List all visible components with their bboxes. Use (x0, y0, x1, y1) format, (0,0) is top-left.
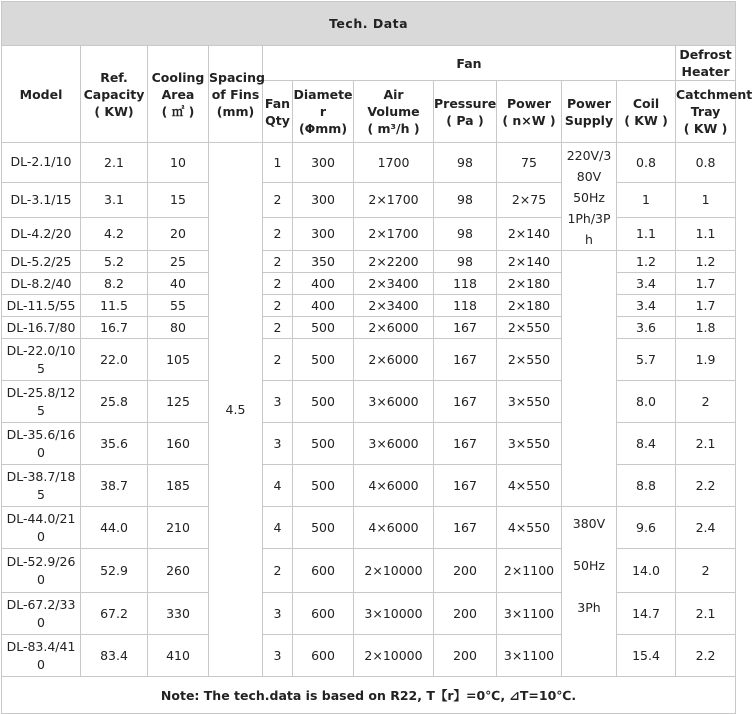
cell-pressure: 167 (434, 317, 497, 339)
cell-fan-qty: 3 (263, 635, 293, 677)
cell-diameter: 300 (293, 143, 354, 183)
cell-cooling-area: 80 (148, 317, 209, 339)
cell-cooling-area: 55 (148, 295, 209, 317)
cell-fan-qty: 2 (263, 217, 293, 250)
cell-model: DL-67.2/33 0 (2, 593, 81, 635)
cell-power: 2×140 (497, 251, 562, 273)
cell-coil: 8.0 (617, 381, 676, 423)
cell-catchment-tray: 2.1 (676, 593, 736, 635)
table-row (2, 507, 736, 549)
cell-capacity: 16.7 (81, 317, 148, 339)
cell-diameter: 300 (293, 182, 354, 217)
cell-capacity: 25.8 (81, 381, 148, 423)
cell-coil: 8.4 (617, 423, 676, 465)
cell-diameter: 500 (293, 465, 354, 507)
cell-power: 4×550 (497, 465, 562, 507)
cell-coil: 3.4 (617, 273, 676, 295)
cell-coil: 1.1 (617, 217, 676, 250)
cell-air-volume: 2×6000 (354, 317, 434, 339)
table-row (2, 295, 736, 317)
header-capacity: Ref. Capacity ( KW) (81, 46, 148, 143)
header-air-volume: Air Volume ( m³/h ) (354, 81, 434, 143)
cell-capacity: 3.1 (81, 182, 148, 217)
table-title: Tech. Data (2, 2, 736, 46)
cell-coil: 8.8 (617, 465, 676, 507)
cell-power: 2×550 (497, 317, 562, 339)
cell-fan-qty: 2 (263, 182, 293, 217)
cell-cooling-area: 40 (148, 273, 209, 295)
header-defrost-group: Defrost Heater (676, 46, 736, 81)
cell-coil: 1 (617, 182, 676, 217)
cell-coil: 1.2 (617, 251, 676, 273)
cell-air-volume: 3×10000 (354, 593, 434, 635)
cell-cooling-area: 105 (148, 339, 209, 381)
cell-catchment-tray: 2 (676, 381, 736, 423)
header-fan-qty: Fan Qty (263, 81, 293, 143)
cell-catchment-tray: 2.2 (676, 635, 736, 677)
header-power: Power ( n×W ) (497, 81, 562, 143)
cell-catchment-tray: 2.1 (676, 423, 736, 465)
cell-power: 3×1100 (497, 635, 562, 677)
cell-coil: 14.7 (617, 593, 676, 635)
cell-catchment-tray: 1.7 (676, 295, 736, 317)
cell-power: 2×140 (497, 217, 562, 250)
cell-model: DL-11.5/55 (2, 295, 81, 317)
header-model: Model (2, 46, 81, 143)
cell-cooling-area: 210 (148, 507, 209, 549)
cell-model: DL-52.9/26 0 (2, 549, 81, 593)
cell-capacity: 22.0 (81, 339, 148, 381)
cell-power: 2×180 (497, 273, 562, 295)
cell-air-volume: 2×10000 (354, 635, 434, 677)
cell-capacity: 67.2 (81, 593, 148, 635)
cell-capacity: 44.0 (81, 507, 148, 549)
cell-capacity: 4.2 (81, 217, 148, 250)
cell-model: DL-16.7/80 (2, 317, 81, 339)
table-row (2, 635, 736, 677)
cell-fan-qty: 3 (263, 423, 293, 465)
cell-catchment-tray: 1.1 (676, 217, 736, 250)
table-note: Note: The tech.data is based on R22, T【r】=0℃, ⊿T=10℃. (2, 677, 736, 714)
cell-catchment-tray: 0.8 (676, 143, 736, 183)
header-power-supply: Power Supply (562, 81, 617, 143)
cell-air-volume: 4×6000 (354, 465, 434, 507)
cell-diameter: 500 (293, 339, 354, 381)
table-row (2, 465, 736, 507)
cell-pressure: 167 (434, 381, 497, 423)
cell-pressure: 98 (434, 251, 497, 273)
cell-fan-qty: 2 (263, 295, 293, 317)
cell-air-volume: 2×1700 (354, 217, 434, 250)
cell-power: 75 (497, 143, 562, 183)
cell-catchment-tray: 1.7 (676, 273, 736, 295)
cell-power-supply-1ph: 220V/3 80V 50Hz 1Ph/3P h (562, 143, 617, 251)
cell-fan-qty: 2 (263, 339, 293, 381)
cell-power-supply-blank (562, 251, 617, 507)
cell-air-volume: 2×3400 (354, 273, 434, 295)
cell-coil: 5.7 (617, 339, 676, 381)
cell-fan-qty: 1 (263, 143, 293, 183)
cell-model: DL-5.2/25 (2, 251, 81, 273)
cell-pressure: 98 (434, 217, 497, 250)
cell-catchment-tray: 1 (676, 182, 736, 217)
table-row (2, 317, 736, 339)
table-row (2, 143, 736, 183)
cell-catchment-tray: 1.2 (676, 251, 736, 273)
cell-capacity: 35.6 (81, 423, 148, 465)
cell-air-volume: 2×1700 (354, 182, 434, 217)
header-fan-group: Fan (263, 46, 676, 81)
header-coil: Coil ( KW ) (617, 81, 676, 143)
cell-power: 4×550 (497, 507, 562, 549)
cell-power-supply-3ph: 380V 50Hz 3Ph (562, 507, 617, 677)
header-pressure: Pressure ( Pa ) (434, 81, 497, 143)
cell-fan-qty: 2 (263, 251, 293, 273)
cell-catchment-tray: 1.8 (676, 317, 736, 339)
cell-capacity: 38.7 (81, 465, 148, 507)
cell-air-volume: 2×6000 (354, 339, 434, 381)
cell-fan-qty: 4 (263, 465, 293, 507)
table-row (2, 251, 736, 273)
cell-pressure: 200 (434, 549, 497, 593)
cell-pressure: 167 (434, 507, 497, 549)
cell-cooling-area: 15 (148, 182, 209, 217)
cell-diameter: 350 (293, 251, 354, 273)
cell-diameter: 400 (293, 295, 354, 317)
cell-capacity: 52.9 (81, 549, 148, 593)
cell-cooling-area: 260 (148, 549, 209, 593)
cell-power: 2×180 (497, 295, 562, 317)
table-row (2, 423, 736, 465)
cell-catchment-tray: 2.4 (676, 507, 736, 549)
cell-cooling-area: 25 (148, 251, 209, 273)
cell-capacity: 11.5 (81, 295, 148, 317)
cell-air-volume: 3×6000 (354, 423, 434, 465)
cell-pressure: 118 (434, 273, 497, 295)
table-row (2, 217, 736, 250)
cell-diameter: 500 (293, 381, 354, 423)
table-row (2, 182, 736, 217)
table-row (2, 339, 736, 381)
cell-diameter: 500 (293, 507, 354, 549)
cell-diameter: 500 (293, 317, 354, 339)
table-row (2, 381, 736, 423)
cell-power: 3×1100 (497, 593, 562, 635)
header-catchment-tray: Catchment Tray ( KW ) (676, 81, 736, 143)
header-cooling-area: Cooling Area ( ㎡ ) (148, 46, 209, 143)
cell-diameter: 400 (293, 273, 354, 295)
cell-catchment-tray: 1.9 (676, 339, 736, 381)
cell-diameter: 600 (293, 635, 354, 677)
cell-pressure: 167 (434, 339, 497, 381)
cell-power: 3×550 (497, 381, 562, 423)
cell-diameter: 500 (293, 423, 354, 465)
cell-model: DL-3.1/15 (2, 182, 81, 217)
cell-model: DL-25.8/12 5 (2, 381, 81, 423)
cell-fan-qty: 2 (263, 273, 293, 295)
cell-cooling-area: 185 (148, 465, 209, 507)
cell-power: 2×1100 (497, 549, 562, 593)
cell-cooling-area: 20 (148, 217, 209, 250)
cell-capacity: 2.1 (81, 143, 148, 183)
cell-fan-qty: 2 (263, 317, 293, 339)
cell-fan-qty: 3 (263, 381, 293, 423)
cell-pressure: 118 (434, 295, 497, 317)
cell-coil: 9.6 (617, 507, 676, 549)
cell-model: DL-2.1/10 (2, 143, 81, 183)
header-diameter: Diamete r (Φmm) (293, 81, 354, 143)
cell-diameter: 600 (293, 549, 354, 593)
cell-spacing: 4.5 (209, 143, 263, 677)
cell-coil: 14.0 (617, 549, 676, 593)
cell-capacity: 83.4 (81, 635, 148, 677)
cell-cooling-area: 160 (148, 423, 209, 465)
cell-air-volume: 2×2200 (354, 251, 434, 273)
cell-capacity: 5.2 (81, 251, 148, 273)
cell-model: DL-38.7/18 5 (2, 465, 81, 507)
cell-fan-qty: 4 (263, 507, 293, 549)
table-body (2, 143, 736, 677)
cell-air-volume: 2×10000 (354, 549, 434, 593)
cell-catchment-tray: 2.2 (676, 465, 736, 507)
header-spacing: Spacing of Fins (mm) (209, 46, 263, 143)
cell-pressure: 98 (434, 182, 497, 217)
cell-coil: 3.4 (617, 295, 676, 317)
cell-coil: 15.4 (617, 635, 676, 677)
cell-pressure: 200 (434, 635, 497, 677)
table-row (2, 273, 736, 295)
cell-catchment-tray: 2 (676, 549, 736, 593)
cell-model: DL-35.6/16 0 (2, 423, 81, 465)
cell-capacity: 8.2 (81, 273, 148, 295)
cell-diameter: 600 (293, 593, 354, 635)
cell-model: DL-44.0/21 0 (2, 507, 81, 549)
cell-pressure: 167 (434, 465, 497, 507)
cell-air-volume: 1700 (354, 143, 434, 183)
cell-model: DL-22.0/10 5 (2, 339, 81, 381)
cell-cooling-area: 330 (148, 593, 209, 635)
cell-power: 2×75 (497, 182, 562, 217)
cell-cooling-area: 10 (148, 143, 209, 183)
cell-fan-qty: 2 (263, 549, 293, 593)
cell-fan-qty: 3 (263, 593, 293, 635)
cell-pressure: 200 (434, 593, 497, 635)
table-row (2, 593, 736, 635)
cell-coil: 3.6 (617, 317, 676, 339)
cell-air-volume: 3×6000 (354, 381, 434, 423)
cell-power: 2×550 (497, 339, 562, 381)
cell-cooling-area: 410 (148, 635, 209, 677)
cell-cooling-area: 125 (148, 381, 209, 423)
tech-data-table (1, 1, 752, 714)
cell-model: DL-8.2/40 (2, 273, 81, 295)
cell-air-volume: 2×3400 (354, 295, 434, 317)
cell-pressure: 167 (434, 423, 497, 465)
cell-diameter: 300 (293, 217, 354, 250)
cell-model: DL-83.4/41 0 (2, 635, 81, 677)
table-row (2, 549, 736, 593)
cell-coil: 0.8 (617, 143, 676, 183)
cell-air-volume: 4×6000 (354, 507, 434, 549)
cell-power: 3×550 (497, 423, 562, 465)
cell-model: DL-4.2/20 (2, 217, 81, 250)
cell-pressure: 98 (434, 143, 497, 183)
